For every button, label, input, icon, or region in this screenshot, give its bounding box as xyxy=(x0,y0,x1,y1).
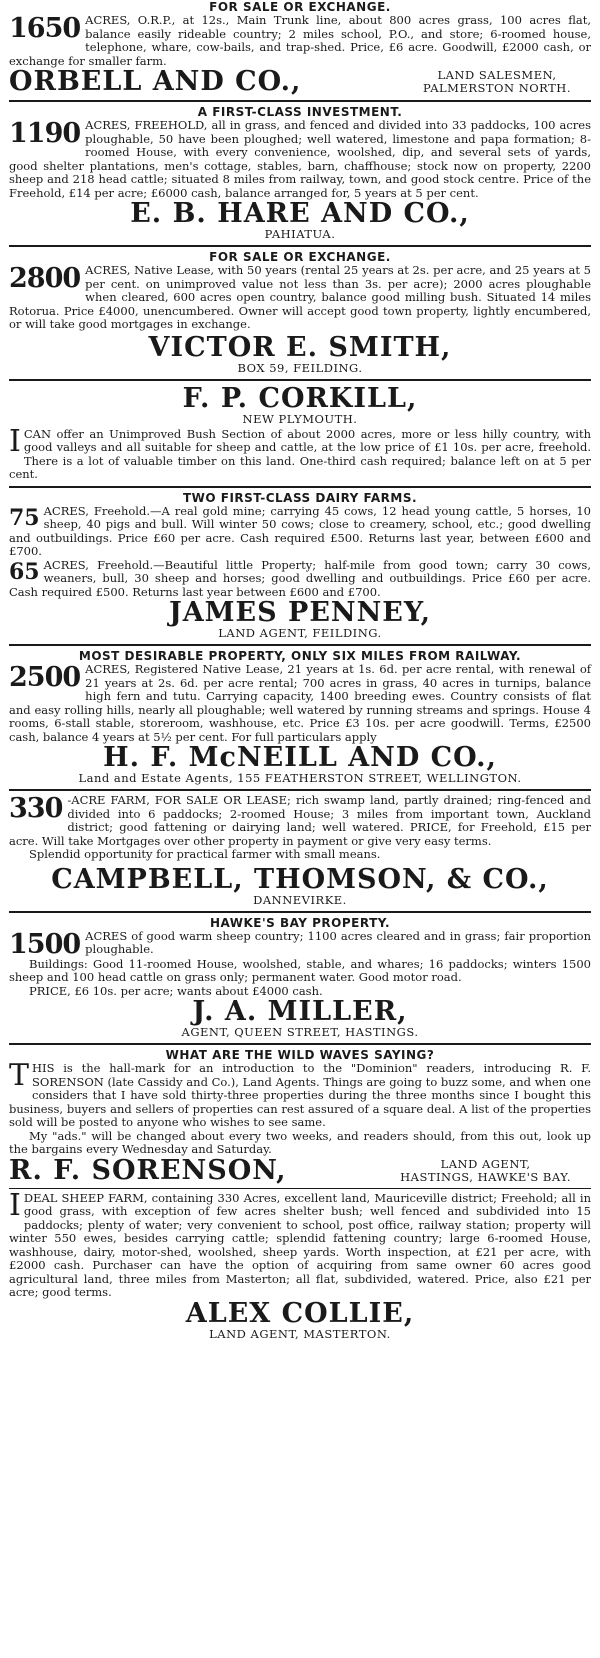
acreage-number: 330 xyxy=(9,793,63,824)
divider xyxy=(9,1043,591,1045)
ad-heading: MOST DESIRABLE PROPERTY, ONLY SIX MILES FROM RAILWAY. xyxy=(78,649,522,663)
firm-name: F. P. CORKILL, xyxy=(182,382,418,414)
firm-address: Land and Estate Agents, 155 FEATHERSTON STREET, WELLINGTON. xyxy=(78,771,522,785)
firm-address: HASTINGS, HAWKE'S BAY. xyxy=(400,1169,571,1184)
ad-signature xyxy=(9,68,591,96)
firm-address: BOX 59, FEILDING. xyxy=(237,360,363,375)
divider xyxy=(9,789,591,791)
firm-address: LAND AGENT, FEILDING. xyxy=(218,626,382,640)
firm-name: JAMES PENNEY, xyxy=(168,597,432,628)
firm-address: AGENT, QUEEN STREET, HASTINGS. xyxy=(181,1025,419,1039)
firm-name: ORBELL AND CO., xyxy=(9,66,302,97)
ad-corkill xyxy=(9,382,591,482)
ad-note: My "ads." will be changed about every two weeks, and readers should, from this out, look up the bargains every Wednesday and Saturday. xyxy=(9,1128,591,1156)
firm-name: H. F. McNEILL AND CO., xyxy=(103,742,497,773)
firm-name: VICTOR E. SMITH, xyxy=(148,331,452,363)
ad-orbell xyxy=(9,0,591,96)
ad-mcneill xyxy=(9,649,591,785)
ad-campbell xyxy=(9,794,591,907)
firm-address: PALMERSTON NORTH. xyxy=(423,81,571,95)
ad-smith xyxy=(9,250,591,375)
firm-address: PAHIATUA. xyxy=(264,227,336,241)
ad-body: 330 -ACRE FARM, FOR SALE OR LEASE; rich swamp land, partly drained; ring-fenced and divided into 6 paddocks; 2-roomed House; 3 miles from important town, Auckland district; good fattening or dairying land; well watered. PRICE, for Freehold, £15 per acre. Will take Mortgages over other property in payment or give very easy terms. xyxy=(9,793,591,848)
ad-heading: HAWKE'S BAY PROPERTY. xyxy=(209,915,391,930)
ad-heading: FOR SALE OR EXCHANGE. xyxy=(209,250,391,264)
ad-body: IDEAL SHEEP FARM, containing 330 Acres, excellent land, Mauriceville district; Freehold; all in good grass, with exception of few acres shelter bush; well fenced and subdivided into 15 paddocks; plenty of water; very convenient to school, post office, railway station; property will winter 550 ewes, besides carrying cattle; splendid fattening country; large 6-roomed House, washhouse, dairy, motor-shed, woolshed, sheep yards. Worth inspection, at £21 per acre, with £2000 cash. Purchaser can have the option of acquiring from same owner 60 acres good agricultural land, three miles from Masterton; all flat, subdivided, watered. Price, also £21 per acre; good terms. xyxy=(9,1187,591,1299)
ad-signature xyxy=(9,1154,591,1186)
ad-body: ICAN offer an Unimproved Bush Section of about 2000 acres, more or less hilly country, with good valleys and all suitable for sheep and cattle, at the low price of £1 10s. per acre, freehold. There is a lot of valuable timber on this land. One-third cash required; balance left on at 5 per cent. xyxy=(9,423,591,481)
ad-body: 1190 ACRES, FREEHOLD, all in grass, and fenced and divided into 33 paddocks, 100 acres ploughable, 50 have been ploughed; well watered, limestone and papa formation; 8-roomed House, with every convenience, woolshed, dip, and several sets of yards, good shelter plantations, men's cottage, stables, barn, chaffhouse; stock now on property, 2200 sheep and 218 head cattle; situated 8 miles from railway, town, and good stock centre. Price of the Freehold, £14 per acre; £6000 cash, balance arranged for, 5 years at 5 per cent. xyxy=(9,118,591,200)
ad-body: 1650 ACRES, O.R.P., at 12s., Main Trunk line, about 800 acres grass, 100 acres flat, balance easily rideable country; 2 miles school, P.O., and store; 6-roomed house, telephone, whare, cow-bails, and trap-shed. Price, £6 acre. Goodwill, £2000 cash, or exchange for smaller farm. xyxy=(9,13,591,68)
ad-heading: TWO FIRST-CLASS DAIRY FARMS. xyxy=(182,490,418,505)
drop-cap: T xyxy=(9,1058,30,1093)
ad-body-second: 65 ACRES, Freehold.—Beautiful little Property; half-mile from good town; carry 30 cows, weaners, bull, 30 sheep and horses; good dwelling and outbuildings. Price £60 per acre. Cash required £500. Returns last year between £600 and £700. xyxy=(9,557,591,599)
firm-title: LAND SALESMEN, xyxy=(437,68,557,82)
ad-body: 2500 ACRES, Registered Native Lease, 21 years at 1s. 6d. per acre rental, with renewal of 21 years at 2s. 6d. per acre rental; 700 acres in grass, 40 acres in turnips, balance high fern and tutu. Carrying capacity, 1400 breeding ewes. Country consists of flat and easy rolling hills, nearly all ploughable; well watered by running streams and springs. House 4 rooms, 6-stall stable, storeroom, washhouse, etc. Price £3 10s. per acre goodwill. Terms, £2500 cash, balance 4 years at 5½ per cent. For full particulars apply xyxy=(9,662,591,744)
firm-name: J. A. MILLER, xyxy=(192,996,408,1027)
firm-name: E. B. HARE AND CO., xyxy=(130,198,470,229)
acreage-number: 65 xyxy=(9,558,40,585)
ad-penney xyxy=(9,491,591,641)
ad-price: PRICE, £6 10s. per acre; wants about £4000 cash. xyxy=(29,983,323,998)
ad-body: 75 ACRES, Freehold.—A real gold mine; carrying 45 cows, 12 head young cattle, 5 horses, 10 sheep, 40 pigs and bull. Will winter 50 cows; close to creamery, school, etc.; good dwelling and outbuildings. Price £60 per acre. Cash required £500. Returns last year, between £600 and £700. xyxy=(9,503,591,558)
divider xyxy=(9,486,591,488)
drop-cap: I xyxy=(9,1187,21,1223)
firm-address: LAND AGENT, MASTERTON. xyxy=(209,1326,391,1341)
firm-title: LAND AGENT, xyxy=(440,1156,531,1171)
ad-heading: WHAT ARE THE WILD WAVES SAYING? xyxy=(165,1048,435,1062)
ad-collie xyxy=(9,1187,591,1341)
ad-sorenson xyxy=(9,1048,591,1185)
acreage-number: 1190 xyxy=(9,118,81,149)
acreage-number: 2800 xyxy=(9,263,81,294)
ad-heading: FOR SALE OR EXCHANGE. xyxy=(209,0,391,14)
divider xyxy=(9,245,591,247)
ad-body: 2800 ACRES, Native Lease, with 50 years (rental 25 years at 2s. per acre, and 25 years at 5 per cent. on unimproved value not less than 3s. per acre); 2000 acres ploughable when cleared, 600 acres open country, balance good milling bush. Situated 14 miles Rotorua. Price £4000, unencumbered. Owner will accept good town property, lightly encumbered, or will take good mortgages in exchange. xyxy=(9,263,591,331)
divider xyxy=(9,1188,591,1189)
firm-name: R. F. SORENSON, xyxy=(9,1154,287,1186)
firm-name: CAMPBELL, THOMSON, & CO., xyxy=(51,863,549,895)
divider xyxy=(9,644,591,646)
acreage-number: 75 xyxy=(9,504,40,531)
divider xyxy=(9,100,591,102)
acreage-number: 1650 xyxy=(9,13,81,44)
ad-note: Splendid opportunity for practical farmer with small means. xyxy=(29,847,381,861)
firm-address: DANNEVIRKE. xyxy=(253,892,347,907)
acreage-number: 2500 xyxy=(9,662,81,693)
drop-cap: I xyxy=(9,423,21,459)
firm-address: NEW PLYMOUTH. xyxy=(242,411,358,426)
ad-hare xyxy=(9,105,591,241)
acreage-number: 1500 xyxy=(9,928,81,960)
ad-body: THIS is the hall-mark for an introduction to the "Dominion" readers, introducing R. F. SORENSON (late Cassidy and Co.), Land Agents. Things are going to buzz some, and when one considers that I have sold thirty-three properties during the three months since I bought this business, buyers and sellers of properties can rest assured of a square deal. A list of the properties sold will be posted to anyone who wishes to see same. xyxy=(9,1058,591,1129)
ad-body: 1500 ACRES of good warm sheep country; 1100 acres cleared and in grass; fair proportion ploughable. xyxy=(9,928,591,960)
firm-name: ALEX COLLIE, xyxy=(185,1297,415,1329)
ad-heading: A FIRST-CLASS INVESTMENT. xyxy=(197,105,403,119)
newspaper-classifieds-column xyxy=(9,0,591,1650)
divider xyxy=(9,911,591,913)
ad-miller xyxy=(9,916,591,1040)
divider xyxy=(9,379,591,381)
ad-buildings: Buildings: Good 11-roomed House, woolshed, stable, and whares; 16 paddocks; winters 1500 sheep and 100 head cattle on grass only; permanent water. Good motor road. xyxy=(9,956,591,984)
